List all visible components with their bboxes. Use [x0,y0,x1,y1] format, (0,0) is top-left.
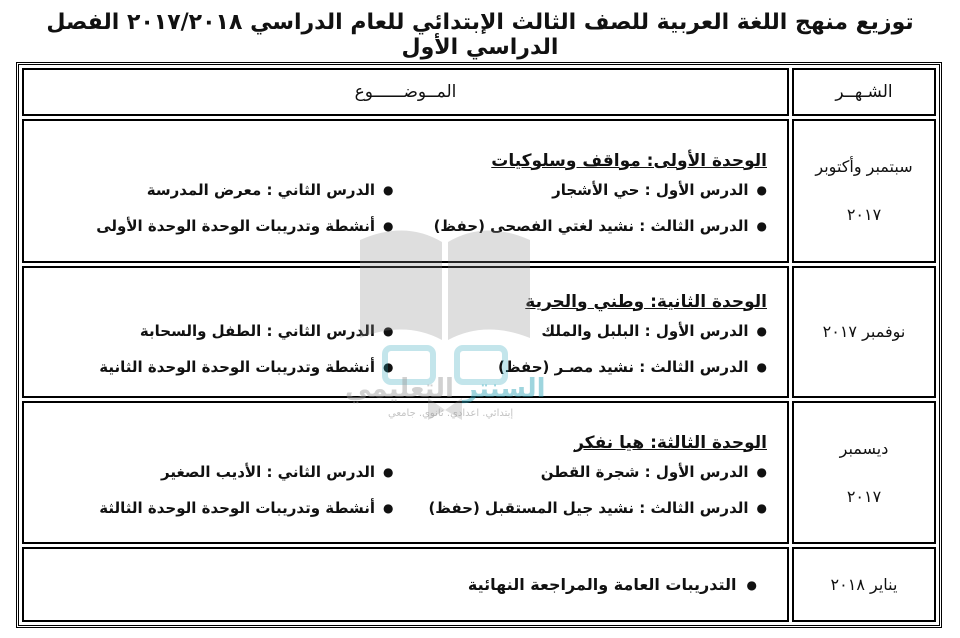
unit-title: الوحدة الثالثة: هيا نفكر [574,432,767,453]
watermark-subtitle: إبتدائي. اعدادي. ثانوي. جامعي [388,408,514,419]
list-item: ● أنشطة وتدريبات الوحدة الوحدة الثالثة [99,498,394,517]
month-year: ٢٠١٧ [846,204,882,224]
header-row [22,68,936,116]
table-row [22,119,936,263]
month-cell [792,547,936,622]
topic-header: المــوضــــــوع [22,68,789,116]
bullet-icon: ● [746,577,757,592]
list-item: ● الدرس الثالث : نشيد مصـر (حفظ) [498,357,767,376]
list-item: ● الدرس الثالث : نشيد جيل المستقبل (حفظ) [428,498,767,517]
bullet-icon: ● [383,359,394,374]
bullet-icon: ● [756,464,767,479]
month-label: سبتمبر وأكتوبر [815,156,913,176]
month-header: الشـهــر [792,68,936,116]
bullet-icon: ● [383,218,394,233]
final-review-cell [22,547,789,622]
lesson-list [40,463,767,517]
month-cell [792,401,936,545]
bullet-icon: ● [383,182,394,197]
page-title: توزيع منهج اللغة العربية للصف الثالث الإبتدائي للعام الدراسي ٢٠١٧/٢٠١٨ الفصل الدراسي الأول [46,10,914,60]
bullet-icon: ● [756,359,767,374]
list-item: ● أنشطة وتدريبات الوحدة الوحدة الأولى [96,216,394,235]
list-item: ● التدريبات العامة والمراجعة النهائية [467,575,757,595]
month-year: ٢٠١٧ [846,486,882,506]
bullet-icon: ● [756,182,767,197]
bullet-icon: ● [756,323,767,338]
table-row [22,401,936,545]
unit-title: الوحدة الأولى: مواقف وسلوكيات [491,150,767,171]
list-item: ● الدرس الأول : شجرة القطن [540,462,767,481]
bullet-icon: ● [383,323,394,338]
month-cell [792,266,936,398]
list-item: ● الدرس الأول : البلبل والملك [541,321,767,340]
month-label: يناير ٢٠١٨ [830,574,898,594]
unit-title: الوحدة الثانية: وطني والحرية [525,291,767,312]
watermark-name: السنتر التعليمي [345,374,546,404]
bullet-icon: ● [383,464,394,479]
list-item: ● الدرس الثاني : الأديب الصغير [161,462,394,481]
bullet-icon: ● [756,500,767,515]
table-row [22,547,936,622]
list-item: ● أنشطة وتدريبات الوحدة الوحدة الثانية [99,357,394,376]
list-item: ● الدرس الثالث : نشيد لغتي الفصحى (حفظ) [433,216,767,235]
list-item: ● الدرس الثاني : معرض المدرسة [146,180,394,199]
bullet-icon: ● [756,218,767,233]
bullet-icon: ● [383,500,394,515]
month-cell [792,119,936,263]
unit-cell [22,401,789,545]
month-label: نوفمبر ٢٠١٧ [822,321,906,341]
list-item: ● الدرس الثاني : الطفل والسحابة [139,321,394,340]
unit-cell [22,119,789,263]
list-item: ● الدرس الأول : حي الأشجار [552,180,767,199]
curriculum-table [16,62,942,628]
lesson-list [40,181,767,235]
month-label: ديسمبر [839,438,889,458]
lesson-list [40,322,767,376]
